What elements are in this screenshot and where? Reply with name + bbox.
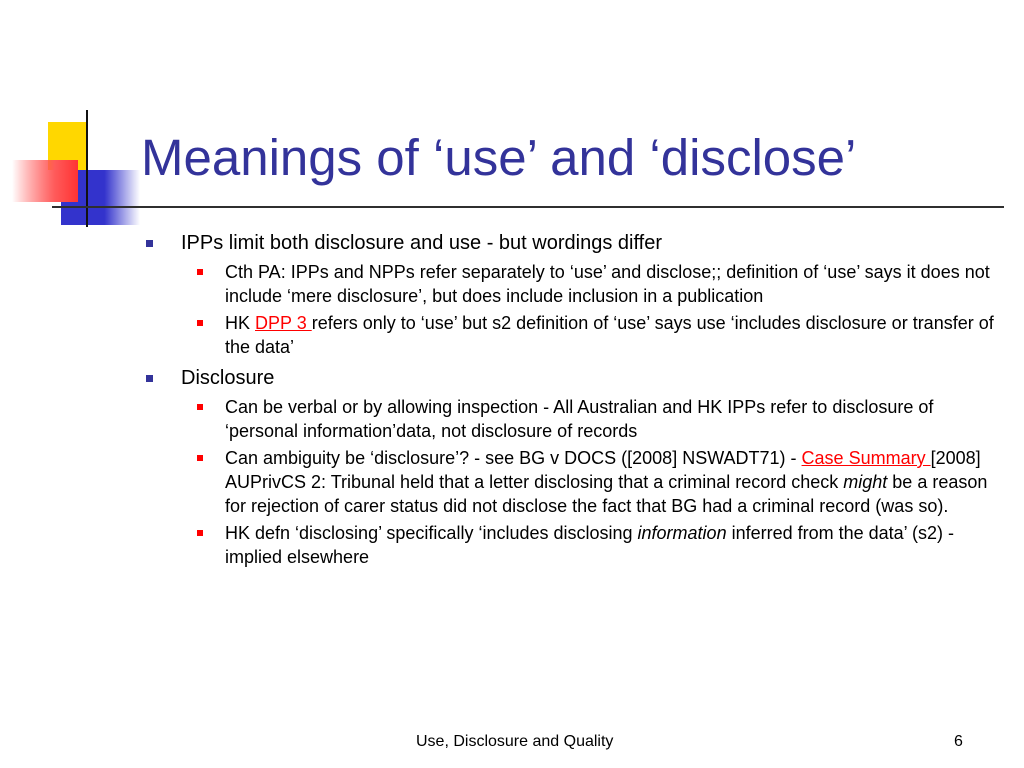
bullet-text-middle: [2008] AUPrivCS 2: Tribunal held that a letter disclosing that a criminal record check (225, 448, 981, 492)
bullet-level2-hk-defn (186, 521, 1004, 569)
bullet-text-suffix: refers only to ‘use’ but s2 definition of ‘use’ says use ‘includes disclosure or transfer of the data’ (225, 313, 994, 357)
title-divider (52, 206, 1004, 208)
bullet-text: Cth PA: IPPs and NPPs refer separately to ‘use’ and disclose;; definition of ‘use’ says it does not include ‘mere disclosure’, but does include inclusion in a publication (225, 262, 990, 306)
square-bullet-icon (197, 530, 203, 536)
bullet-emphasis: information (637, 523, 727, 543)
bullet-level1-ipps (142, 228, 1004, 258)
square-bullet-icon (146, 240, 153, 247)
sub-bullet-list (142, 260, 1004, 359)
bullet-text: Can be verbal or by allowing inspection - All Australian and HK IPPs refer to disclosure of ‘personal information’data, not disclosure of records (225, 397, 934, 441)
square-bullet-icon (197, 404, 203, 410)
footer-title: Use, Disclosure and Quality (416, 733, 614, 750)
bullet-level2-cth-pa (186, 260, 1004, 308)
bullet-text-prefix: HK defn ‘disclosing’ specifically ‘includes disclosing (225, 523, 638, 543)
slide-title: Meanings of ‘use’ and ‘disclose’ (141, 129, 857, 186)
bullet-level2-ambiguity (186, 446, 1004, 518)
bullet-text: IPPs limit both disclosure and use - but wordings differ (181, 232, 662, 254)
slide-logo-decoration (0, 0, 140, 240)
logo-red-square (12, 160, 78, 202)
bullet-text-prefix: Can ambiguity be ‘disclosure’? - see BG v DOCS ([2008] NSWADT71) - (225, 448, 802, 468)
bullet-text-prefix: HK (225, 313, 256, 333)
bullet-text-suffix: inferred from the data’ (s2) - implied elsewhere (225, 523, 954, 567)
square-bullet-icon (146, 375, 153, 382)
dpp3-link[interactable]: DPP 3 (255, 313, 312, 333)
bullet-level2-hk-dpp3 (186, 311, 1004, 359)
square-bullet-icon (197, 269, 203, 275)
sub-bullet-list (142, 395, 1004, 569)
bullet-level1-disclosure (142, 363, 1004, 393)
case-summary-link[interactable]: Case Summary (801, 448, 931, 468)
bullet-text-suffix: be a reason for rejection of carer status did not disclose the fact that BG had a criminal record (was so). (225, 472, 988, 516)
square-bullet-icon (197, 320, 203, 326)
square-bullet-icon (197, 455, 203, 461)
bullet-level2-verbal (186, 395, 1004, 443)
bullet-text: Disclosure (181, 367, 275, 389)
page-number: 6 (954, 733, 963, 750)
bullet-emphasis: might (843, 472, 888, 492)
slide-content (142, 228, 1004, 573)
